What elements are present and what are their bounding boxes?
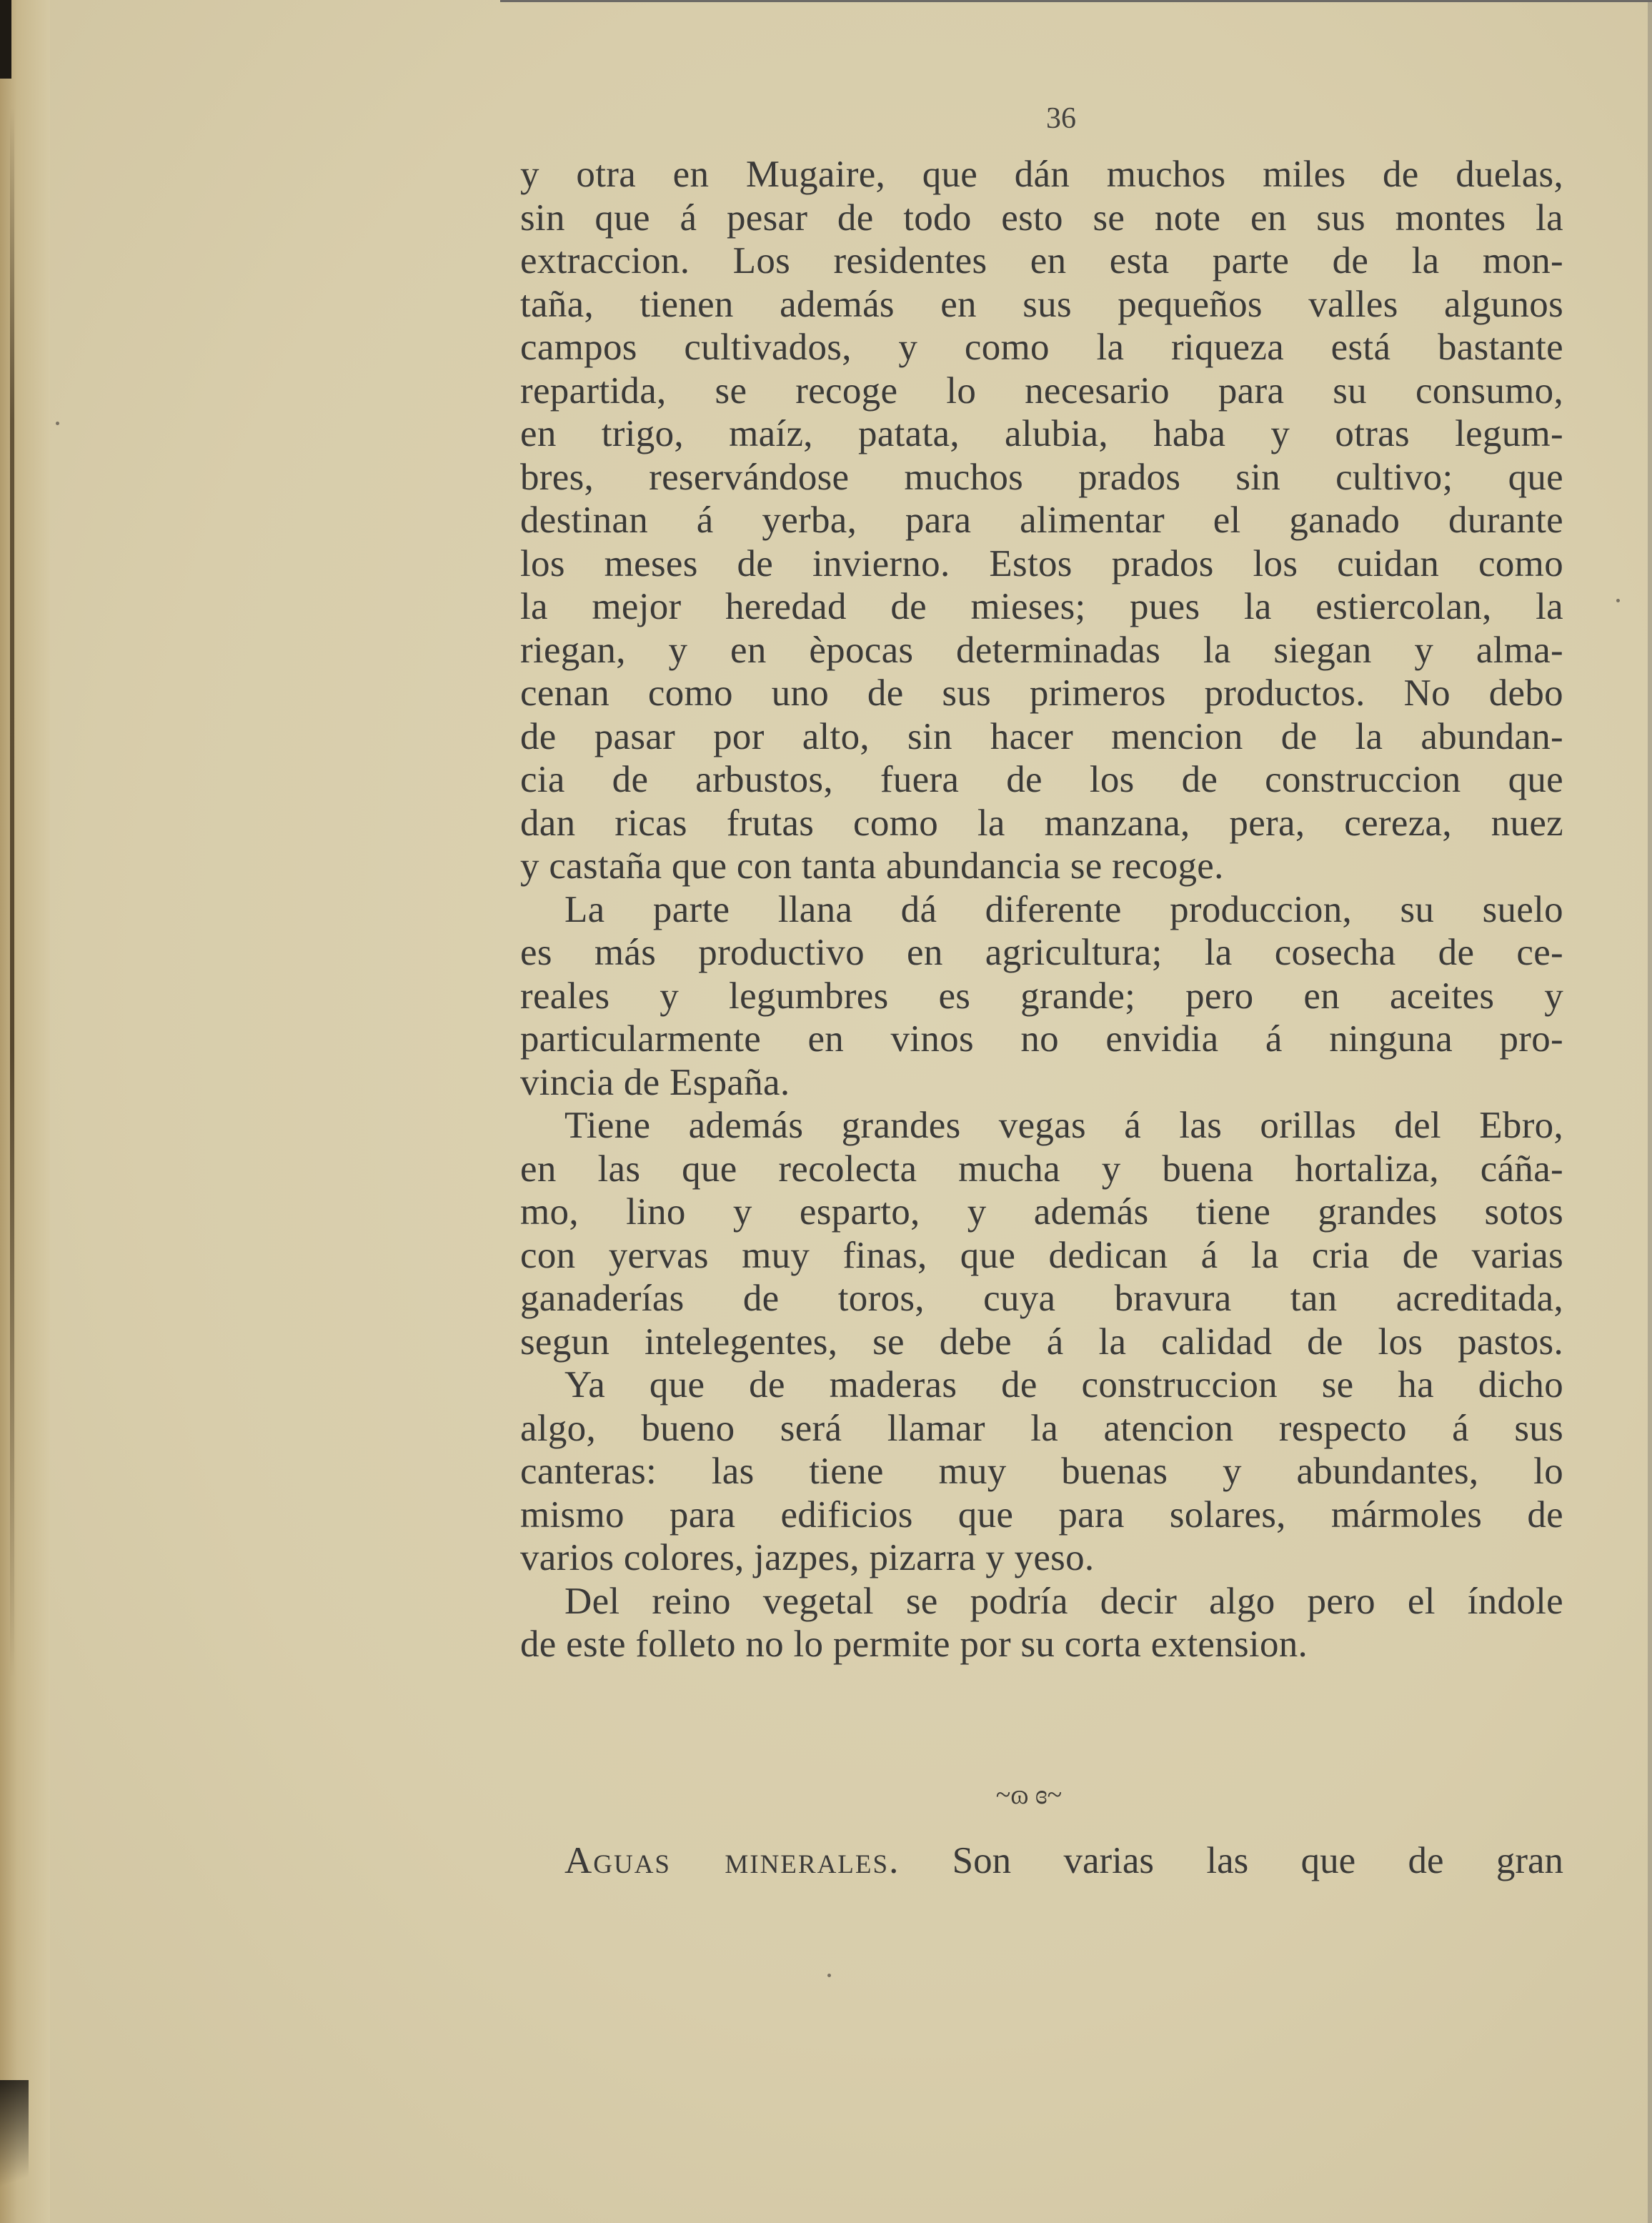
paper-speck [1616, 599, 1620, 602]
body-text [520, 153, 1563, 1666]
text-line: bres, reservándose muchos prados sin cultivo; que [520, 456, 1563, 498]
text-line: riegan, y en èpocas determinadas la siegan y alma- [520, 629, 1563, 671]
text-line: algo, bueno será llamar la atencion respecto á sus [520, 1407, 1563, 1449]
text-line: repartida, se recoge lo necesario para su consumo, [520, 369, 1563, 412]
section-heading: Aguas minerales. [564, 1840, 900, 1881]
text-line: cia de arbustos, fuera de los de construccion que [520, 759, 1563, 800]
binding-shadow [10, 107, 14, 1679]
text-line: Tiene además grandes vegas á las orillas del Ebro, [564, 1105, 1563, 1146]
text-line: segun intelegentes, se debe á la calidad de los pastos. [520, 1321, 1563, 1363]
text-line: particularmente en vinos no envidia á ninguna pro- [520, 1018, 1563, 1060]
text-line: mo, lino y esparto, y además tiene grandes sotos [520, 1191, 1563, 1233]
text-line: destinan á yerba, para alimentar el ganado durante [520, 499, 1563, 541]
text-line: reales y legumbres es grande; pero en aceites y [520, 975, 1563, 1017]
text-line: con yervas muy finas, que dedican á la cria de varias [520, 1234, 1563, 1276]
page-number: 36 [1046, 102, 1076, 135]
text-line: en las que recolecta mucha y buena hortaliza, cáña- [520, 1148, 1563, 1190]
right-edge-line [1648, 0, 1652, 2223]
text-line: extraccion. Los residentes en esta parte de la mon- [520, 240, 1563, 282]
text-line: en trigo, maíz, patata, alubia, haba y otras legum- [520, 413, 1563, 454]
text-line: cenan como uno de sus primeros productos. No debo [520, 672, 1563, 714]
text-line: varios colores, jazpes, pizarra y yeso. [520, 1537, 1095, 1578]
section-text: Son varias las que de gran [952, 1840, 1563, 1881]
top-edge-line [500, 0, 1652, 2]
text-line: y castaña que con tanta abundancia se recoge. [520, 845, 1224, 887]
ornament-divider: ~ɷ ɞ~ [995, 1780, 1063, 1810]
text-line: la mejor heredad de mieses; pues la estiercolan, la [520, 586, 1563, 627]
binding-edge [0, 0, 50, 2223]
text-line: de este folleto no lo permite por su corta extension. [520, 1623, 1308, 1665]
section-heading-line [520, 1839, 1563, 1882]
text-line: de pasar por alto, sin hacer mencion de la abundan- [520, 715, 1563, 757]
bottom-corner-shadow [0, 2080, 29, 2223]
text-line: mismo para edificios que para solares, mármoles de [520, 1493, 1563, 1536]
text-line: es más productivo en agricultura; la cosecha de ce- [520, 932, 1563, 973]
torn-corner [0, 0, 11, 79]
text-line: vincia de España. [520, 1061, 790, 1103]
text-line: campos cultivados, y como la riqueza está bastante [520, 327, 1563, 368]
text-line: canteras: las tiene muy buenas y abundantes, lo [520, 1451, 1563, 1492]
text-line: Ya que de maderas de construccion se ha dicho [564, 1364, 1563, 1406]
text-line: y otra en Mugaire, que dán muchos miles de duelas, [520, 154, 1563, 195]
paper-speck [56, 422, 59, 425]
text-line: La parte llana dá diferente produccion, su suelo [564, 888, 1563, 930]
text-line: sin que á pesar de todo esto se note en sus montes la [520, 197, 1563, 239]
text-line: dan ricas frutas como la manzana, pera, cereza, nuez [520, 802, 1563, 844]
text-line: Del reino vegetal se podría decir algo pero el índole [564, 1580, 1563, 1622]
text-line: los meses de invierno. Estos prados los cuidan como [520, 542, 1563, 585]
text-line: ganaderías de toros, cuya bravura tan acreditada, [520, 1278, 1563, 1319]
text-line: taña, tienen además en sus pequeños valles algunos [520, 283, 1563, 325]
paper-speck [827, 1974, 831, 1977]
